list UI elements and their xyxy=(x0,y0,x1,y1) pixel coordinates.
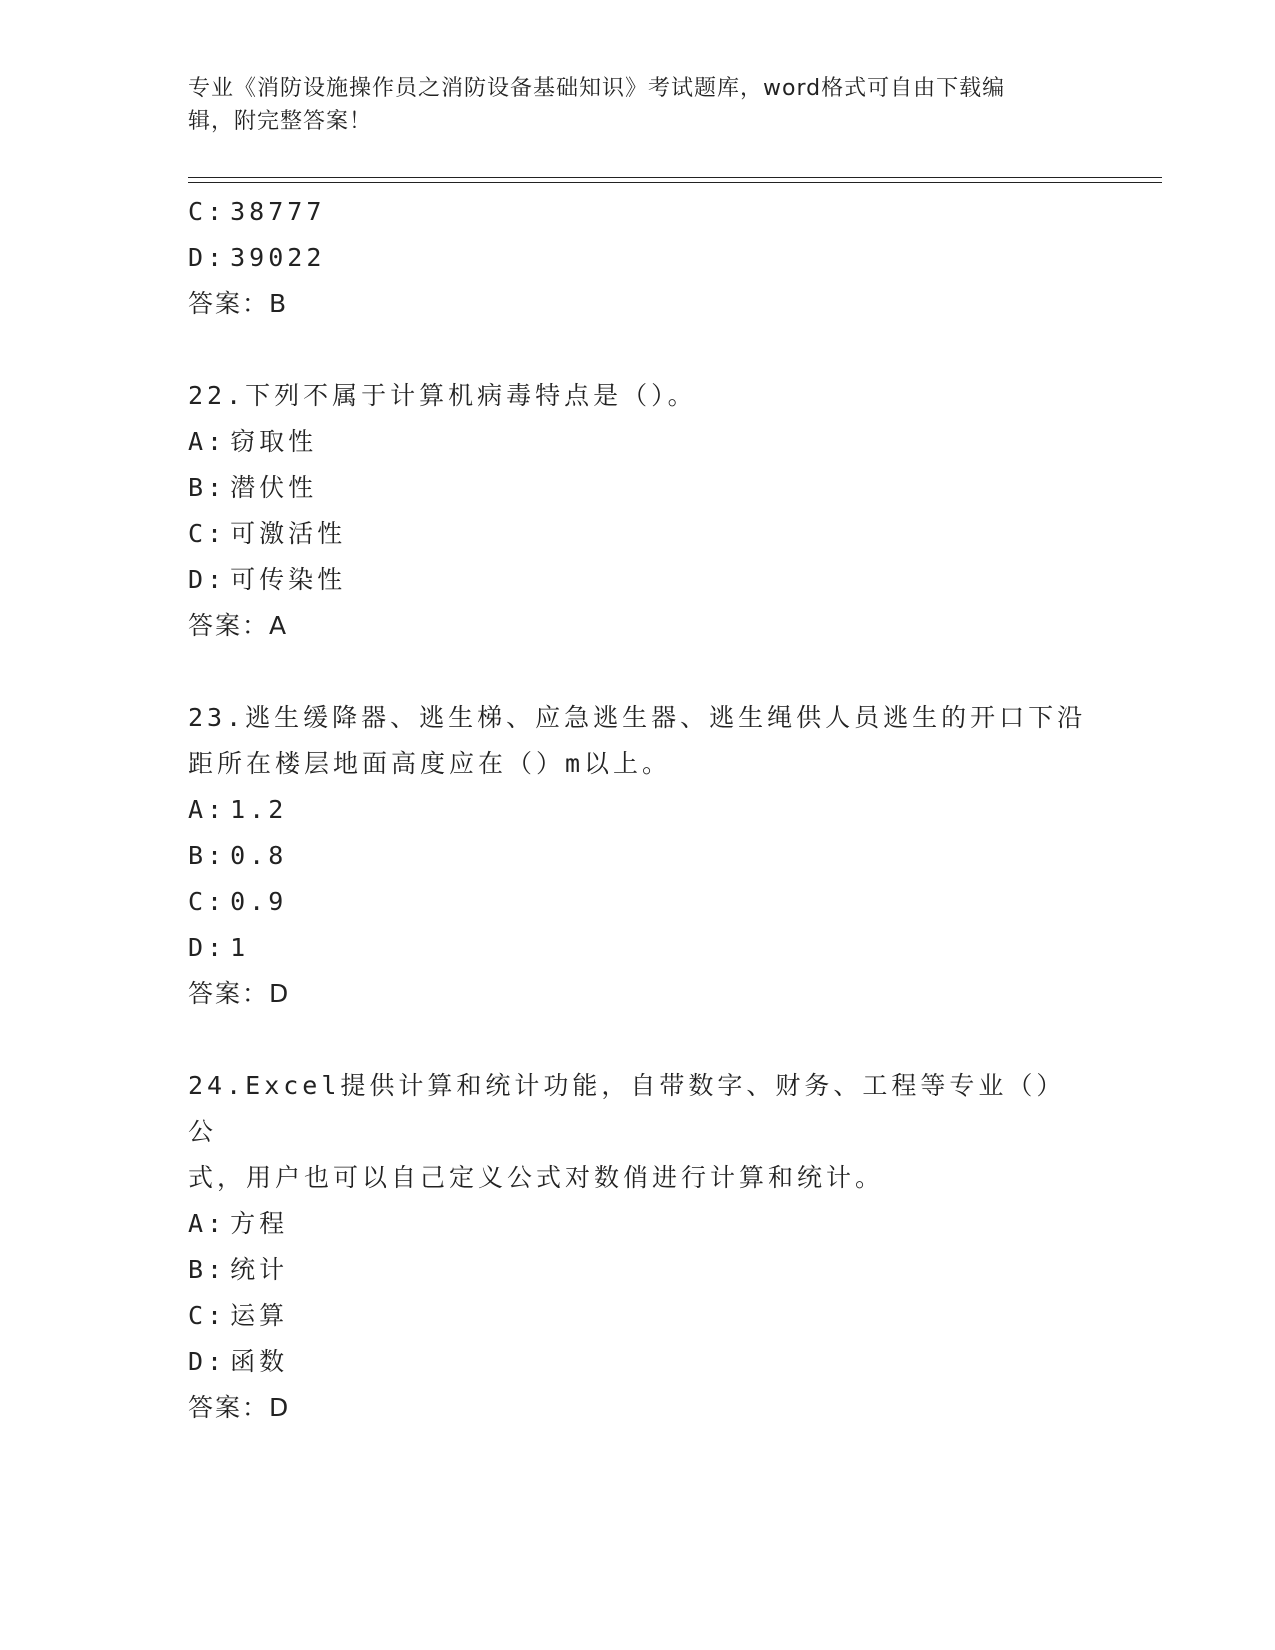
option-c: C: 38777 xyxy=(188,197,326,226)
question-stem-line: 距所在楼层地面高度应在（）m以上。 xyxy=(188,749,672,778)
header-divider-top xyxy=(188,177,1162,178)
option-a: A: 窃取性 xyxy=(188,427,318,456)
question-stem-line: 23.逃生缓降器、逃生梯、应急逃生器、逃生绳供人员逃生的开口下沿 xyxy=(188,703,1087,732)
option-b: B: 潜伏性 xyxy=(188,473,318,502)
question-stem xyxy=(188,695,1088,787)
option-b: B: 统计 xyxy=(188,1255,289,1284)
option-d: D: 函数 xyxy=(188,1347,289,1376)
question-21-tail xyxy=(188,189,1088,327)
question-content xyxy=(188,189,1088,1431)
option-d: D: 39022 xyxy=(188,243,326,272)
option-a: A: 方程 xyxy=(188,1209,289,1238)
question-stem-line: 24.Excel提供计算和统计功能，自带数字、财务、工程等专业（）公 xyxy=(188,1071,1066,1146)
answer-line: 答案：A xyxy=(188,611,289,640)
option-a: A: 1.2 xyxy=(188,795,288,824)
question-24 xyxy=(188,1063,1088,1431)
option-c: C: 可激活性 xyxy=(188,519,347,548)
header-line-1: 专业《消防设施操作员之消防设备基础知识》考试题库，word格式可自由下载编 xyxy=(188,76,1006,101)
question-stem-line: 22.下列不属于计算机病毒特点是（）。 xyxy=(188,381,697,410)
header-line-2: 辑，附完整答案！ xyxy=(188,109,373,134)
question-stem xyxy=(188,373,1088,419)
question-23 xyxy=(188,695,1088,1017)
question-stem xyxy=(188,1063,1088,1201)
option-d: D: 1 xyxy=(188,933,250,962)
option-c: C: 0.9 xyxy=(188,887,288,916)
answer-line: 答案：D xyxy=(188,1393,291,1422)
answer-line: 答案：D xyxy=(188,979,291,1008)
answer-line: 答案：B xyxy=(188,289,289,318)
option-c: C: 运算 xyxy=(188,1301,289,1330)
option-b: B: 0.8 xyxy=(188,841,288,870)
header-divider-bottom xyxy=(188,182,1162,183)
option-d: D: 可传染性 xyxy=(188,565,347,594)
question-22 xyxy=(188,373,1088,649)
document-header xyxy=(188,72,1068,138)
question-stem-line: 式，用户也可以自己定义公式对数俏进行计算和统计。 xyxy=(188,1163,885,1192)
